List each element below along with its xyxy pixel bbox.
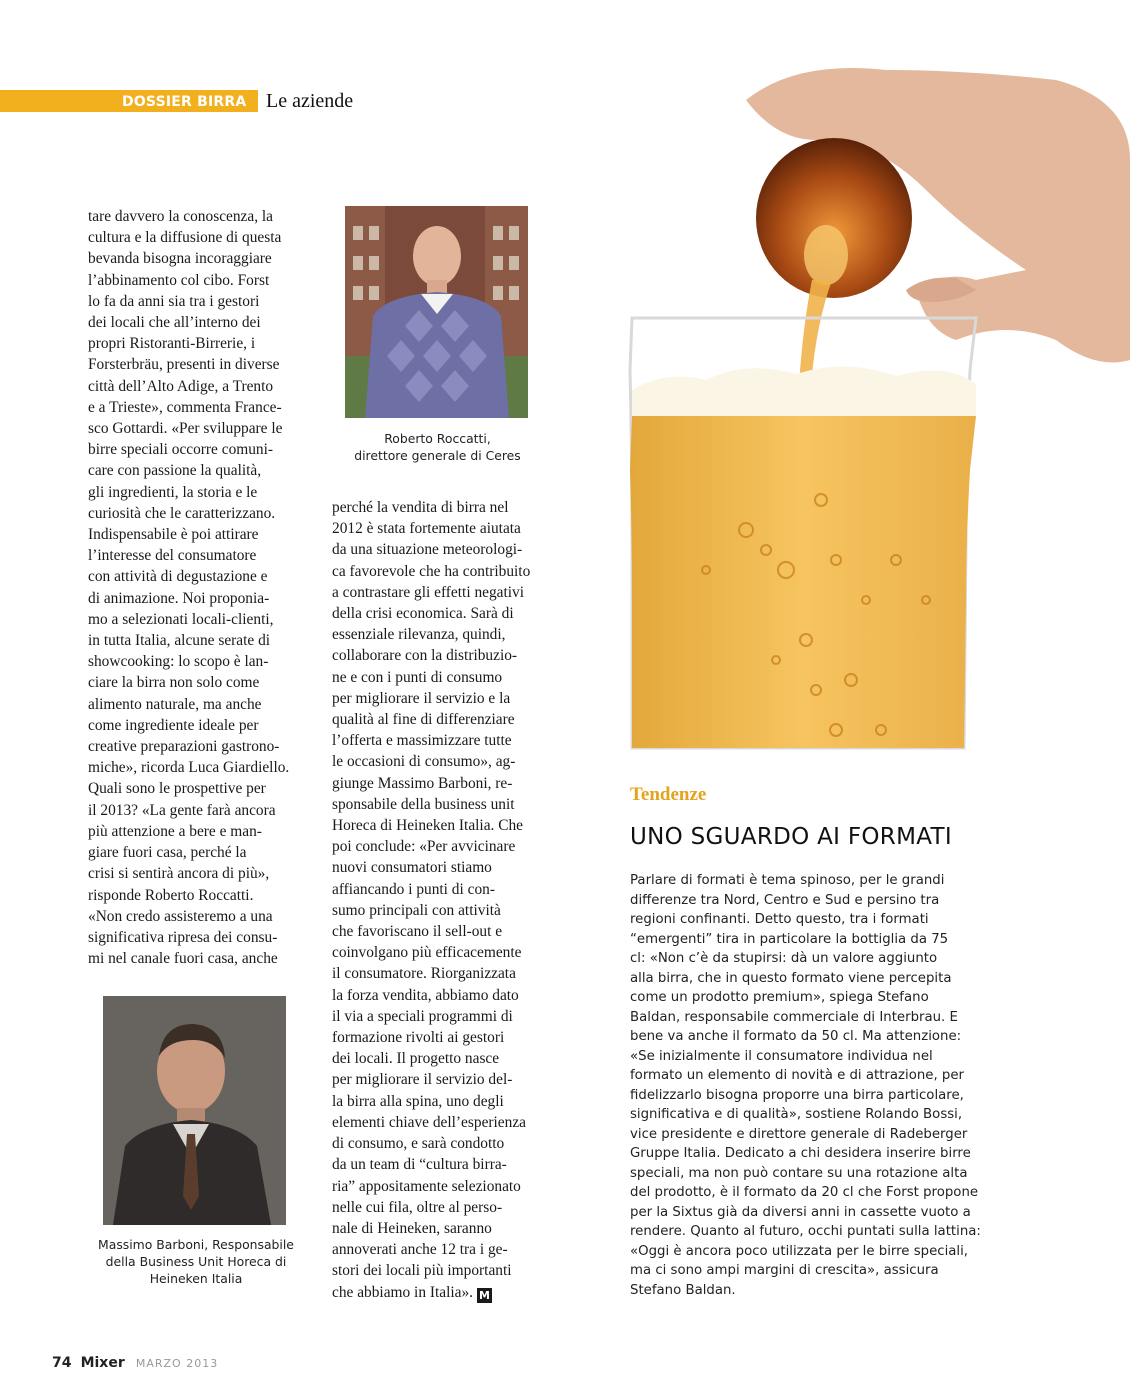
sidebar-body: Parlare di formati è tema spinoso, per le grandi differenze tra Nord, Centro e Sud e persino tra regioni confinanti. Detto questo, tra i formati “emergenti” tira in particolare la bottiglia da 75 cl: «Non c’è da stupirsi: dà un valore aggiunto alla birra, che in questo formato viene percepita come un prodotto premium», spiega Stefano Baldan, responsabile commerciale di Interbrau. E bene va anche il formato da 50 cl. Ma attenzione: «Se inizialmente il consumatore individua nel formato un elemento di novità e di attrazione, per fidelizzarlo bisogna proporre una birra particolare, significativa e di qualità», sostiene Rolando Bossi, vice presidente e direttore generale di Radeberger Gruppe Italia. Dedicato a chi desidera inserire birre speciali, ma non può contare su una rotazione alta del prodotto, è il formato da 20 cl che Forst propone per la Sixtus già da diversi anni in cassette vuoto a rendere. Quanto al futuro, occhi puntati sulla lattina: «Oggi è ancora poco utilizzata per le birre speciali, ma ci sono ampi margini di crescita», assicura Stefano Baldan. xyxy=(630,873,981,1298)
issue-date: MARZO 2013 xyxy=(135,1357,219,1370)
photo-roberto-roccatti xyxy=(345,206,528,418)
beer-pouring-photo xyxy=(626,40,1130,750)
section-label: DOSSIER BIRRA xyxy=(122,94,247,110)
sidebar-kicker: Tendenze xyxy=(630,784,707,805)
magazine-name: Mixer xyxy=(80,1355,125,1371)
article-column-1: tare davvero la conoscenza, la cultura e la diffusione di questa bevanda bisogna incoraggiare l’abbinamento col cibo. Forst lo fa da anni sia tra i gestori dei locali che all’interno dei propri Ristoranti-Birrerie, i Forsterbräu, presenti in diverse città dell’Alto Adige, a Trento e a Trieste», commenta France- sco Gottardi. «Per sviluppare le birre speciali occorre comuni- care con passione la qualità, gli ingredienti, la storia e le curiosità che le caratterizzano. Indispensabile è poi attirare l’interesse del consumatore con attività di degustazione e di animazione. Noi proponia- mo a selezionati locali-clienti, in tutta Italia, alcune serate di showcooking: lo scopo è lan- ciare la birra non solo come alimento naturale, ma anche come ingrediente ideale per creative preparazioni gastrono- miche», ricorda Luca Giardiello. Quali sono le prospettive per il 2013? «La gente farà ancora più attenzione a bere e man- giare fuori casa, perché la crisi si sentirà ancora di più», risponde Roberto Roccatti. «Non credo assisteremo a una significativa ripresa dei consu- mi nel canale fuori casa, anche xyxy=(88,208,290,968)
article-column-2-text: perché la vendita di birra nel 2012 è stata fortemente aiutata da una situazione meteorologi- ca favorevole che ha contribuito a contrastare gli effetti negativi della crisi economica. Sarà di essenziale rilevanza, quindi, collaborare con la distribuzio- ne e con i punti di consumo per migliorare il servizio e la qualità al fine di differenziare l’offerta e massimizzare tutte le occasioni di consumo», ag- giunge Massimo Barboni, re- sponsabile della business unit Horeca di Heineken Italia. Che poi conclude: «Per avvicinare nuovi consumatori stiamo affiancando i punti di con- sumo principali con attività che favoriscano il sell-out e coinvolgano più efficacemente il consumatore. Riorganizzata la forza vendita, abbiamo dato il via a speciali programmi di formazione rivolti ai gestori dei locali. Il progetto nasce per migliorare il servizio del- la birra alla spina, uno degli elementi chiave dell’esperienza di consumo, e sarà condotto da un team di “cultura birra- ria” appositamente selezionato nelle cui fila, oltre al perso- nale di Heineken, saranno annoverati anche 12 tra i ge- stori dei locali più importanti che abbiamo in Italia». xyxy=(332,499,531,1301)
caption-barboni: Massimo Barboni, Responsabile della Business Unit Horeca di Heineken Italia xyxy=(98,1237,294,1286)
sidebar-title: UNO SGUARDO AI FORMATI xyxy=(630,824,952,850)
section-topic: Le aziende xyxy=(266,90,354,112)
page-footer xyxy=(52,1352,218,1371)
photo-massimo-barboni xyxy=(103,996,286,1225)
caption-roccatti: Roberto Roccatti, direttore generale di Ceres xyxy=(354,431,521,463)
page-number: 74 xyxy=(52,1355,72,1371)
article-column-2 xyxy=(332,497,548,1303)
magazine-end-mark-icon: M xyxy=(477,1288,492,1303)
